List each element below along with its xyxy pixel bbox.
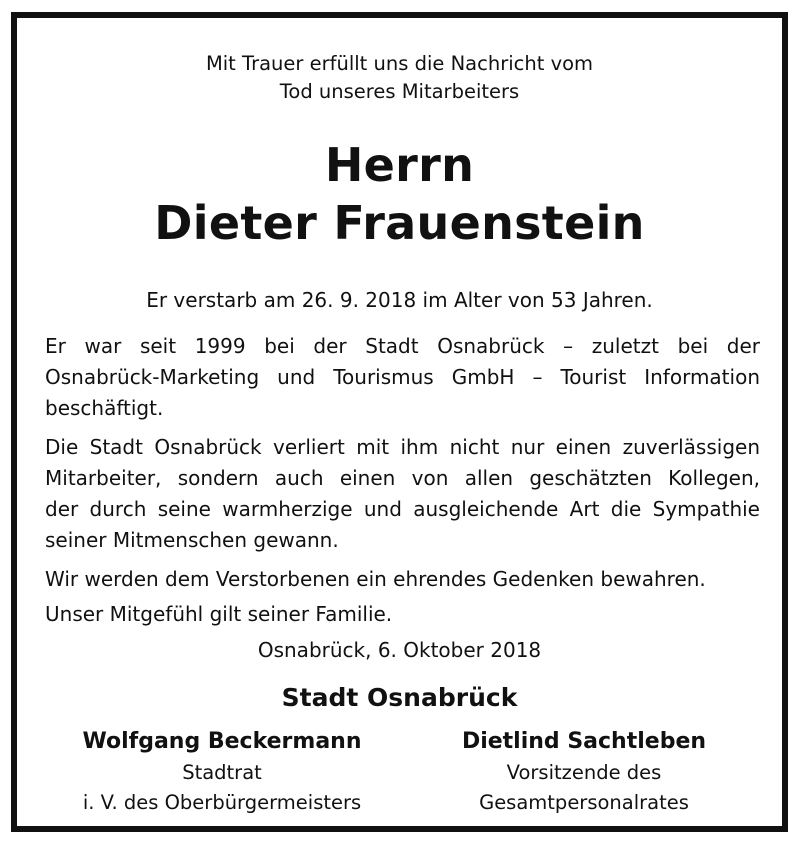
signatory-title: Stadtrat [182,761,262,784]
intro-text [17,50,782,106]
salutation: Herrn [324,138,475,192]
paragraph-line: Mitarbeiter, sondern auch einen von allen geschätzten Kollegen, [45,466,760,490]
signatory-title: Gesamtpersonalrates [479,791,689,814]
paragraph-line: Er war seit 1999 bei der Stadt Osnabrück – zuletzt bei der [45,334,760,358]
intro-line: Mit Trauer erfüllt uns die Nachricht vom [205,52,594,75]
paragraph-line: der durch seine warmherzige und ausgleichende Art die Sympathie [45,497,760,521]
signatory-left [37,726,407,818]
signatory-name: Wolfgang Beckermann [82,729,362,754]
signatory-name: Dietlind Sachtleben [461,729,707,754]
signatory-title: Vorsitzende des [506,761,662,784]
intro-line: Tod unseres Mitarbeiters [279,80,520,103]
deceased-name: Dieter Frauenstein [154,196,645,250]
paragraph-career [45,331,760,424]
paragraph-line: seiner Mitmenschen gewann. [45,528,339,552]
signatory-right [399,726,769,818]
dateline: Osnabrück, 6. Oktober 2018 [257,638,542,662]
paragraph-remembrance: Wir werden dem Verstorbenen ein ehrendes Gedenken bewahren. [45,567,706,591]
paragraph-tribute [45,432,760,556]
paragraph-line: Osnabrück-Marketing und Tourismus GmbH – Tourist Information [45,365,760,389]
organization-name: Stadt Osnabrück [281,683,518,712]
paragraph-line: Die Stadt Osnabrück verliert mit ihm nicht nur einen zuverlässigen [45,435,760,459]
paragraph-line: beschäftigt. [45,396,164,420]
deceased-name-block [17,136,782,252]
obituary-frame [11,12,788,832]
paragraph-condolence: Unser Mitgefühl gilt seiner Familie. [45,602,393,626]
signatory-title: i. V. des Oberbürgermeisters [82,791,362,814]
death-notice: Er verstarb am 26. 9. 2018 im Alter von 53 Jahren. [146,288,653,312]
